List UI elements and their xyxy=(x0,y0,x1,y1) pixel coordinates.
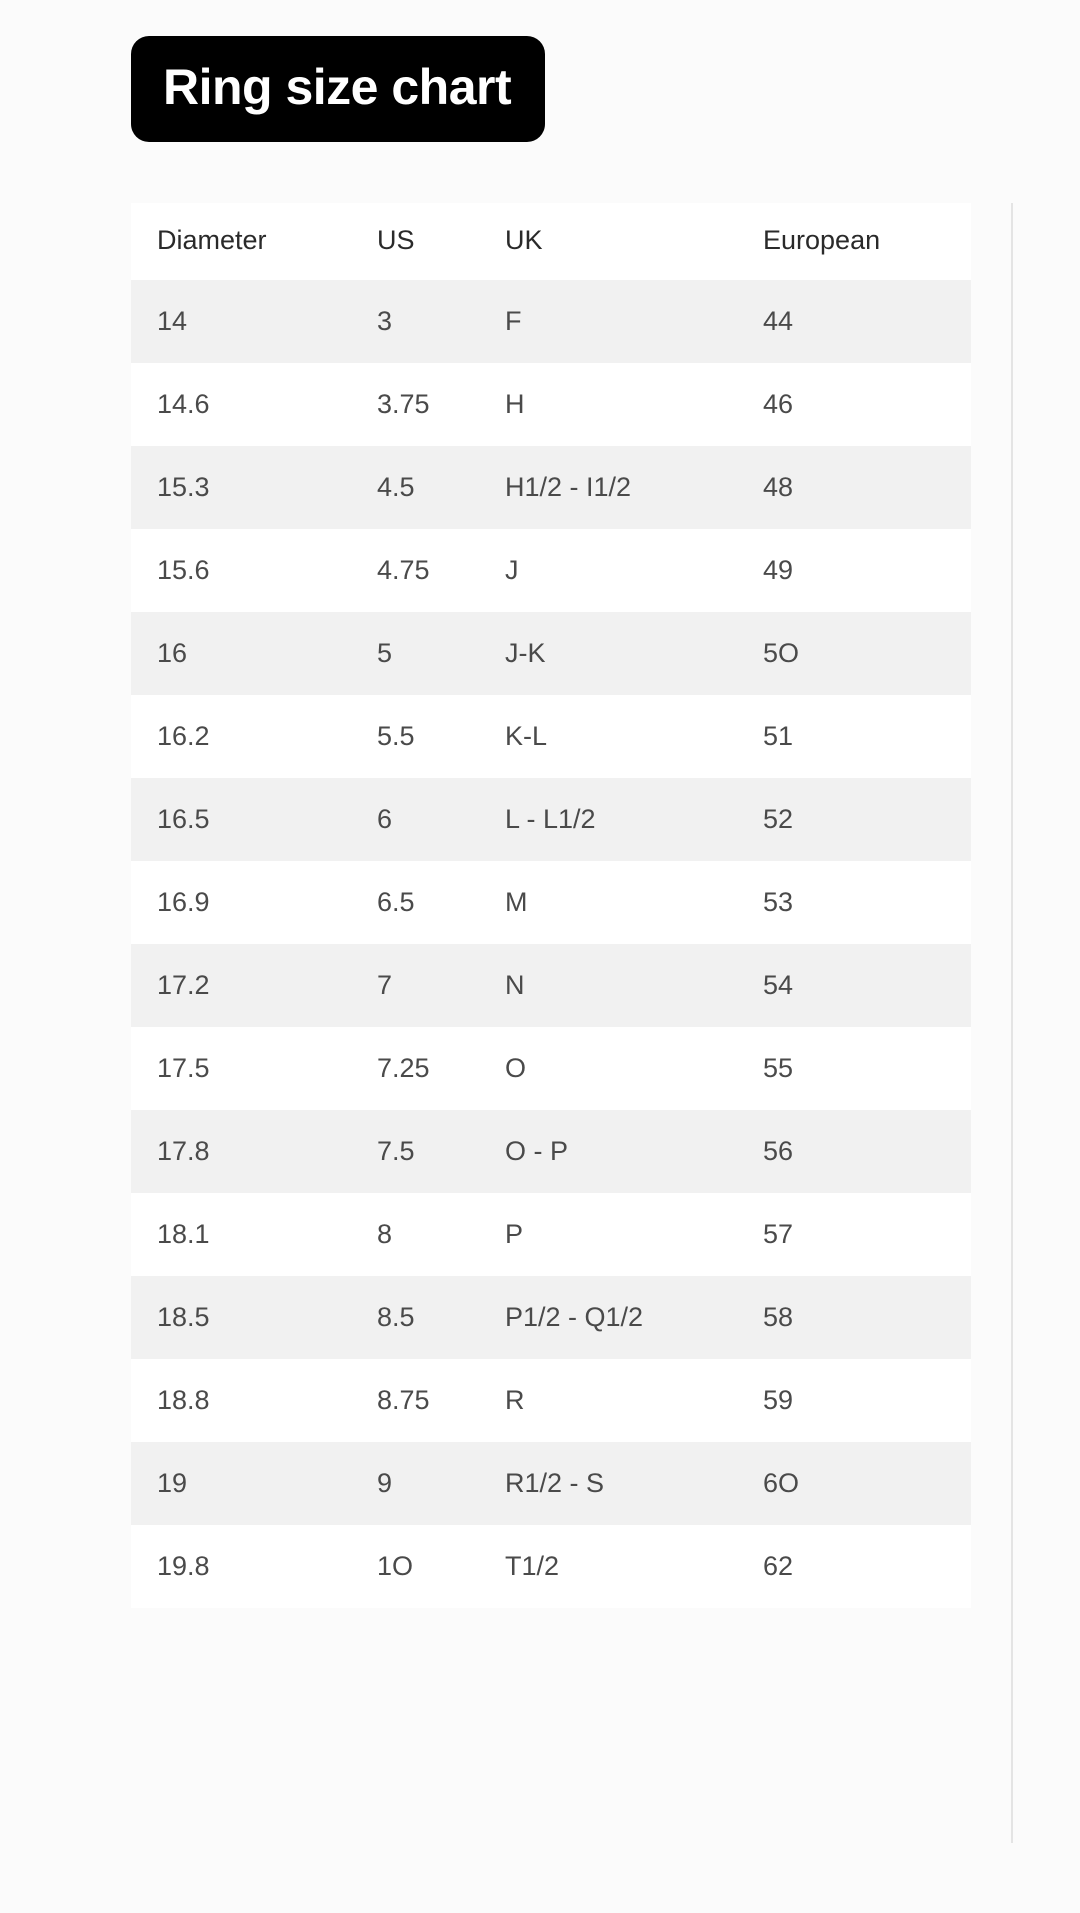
cell-diameter: 17.8 xyxy=(131,1110,351,1193)
cell-european: 59 xyxy=(737,1359,971,1442)
table-row xyxy=(131,612,971,695)
cell-diameter: 18.5 xyxy=(131,1276,351,1359)
cell-diameter: 18.8 xyxy=(131,1359,351,1442)
cell-uk: O - P xyxy=(479,1110,737,1193)
table-row xyxy=(131,529,971,612)
cell-diameter: 19.8 xyxy=(131,1525,351,1608)
cell-diameter: 14 xyxy=(131,280,351,363)
cell-european: 54 xyxy=(737,944,971,1027)
table-row xyxy=(131,1442,971,1525)
cell-diameter: 15.6 xyxy=(131,529,351,612)
table-row xyxy=(131,861,971,944)
cell-us: 8.75 xyxy=(351,1359,479,1442)
cell-us: 5.5 xyxy=(351,695,479,778)
column-header-uk: UK xyxy=(479,203,737,280)
table-row xyxy=(131,1525,971,1608)
cell-diameter: 16.9 xyxy=(131,861,351,944)
cell-us: 7 xyxy=(351,944,479,1027)
size-table-scroll-region[interactable] xyxy=(131,203,1011,1913)
cell-european: 62 xyxy=(737,1525,971,1608)
cell-us: 3.75 xyxy=(351,363,479,446)
cell-uk: O xyxy=(479,1027,737,1110)
cell-us: 1O xyxy=(351,1525,479,1608)
cell-european: 6O xyxy=(737,1442,971,1525)
cell-uk: L - L1/2 xyxy=(479,778,737,861)
cell-us: 3 xyxy=(351,280,479,363)
cell-uk: H1/2 - I1/2 xyxy=(479,446,737,529)
cell-european: 46 xyxy=(737,363,971,446)
column-header-european: European xyxy=(737,203,971,280)
cell-us: 4.75 xyxy=(351,529,479,612)
cell-uk: J-K xyxy=(479,612,737,695)
table-row xyxy=(131,1276,971,1359)
table-row xyxy=(131,446,971,529)
table-row xyxy=(131,280,971,363)
cell-us: 7.5 xyxy=(351,1110,479,1193)
cell-diameter: 16.5 xyxy=(131,778,351,861)
cell-diameter: 16 xyxy=(131,612,351,695)
cell-us: 8 xyxy=(351,1193,479,1276)
page-title-wrapper xyxy=(131,36,545,142)
table-row xyxy=(131,1359,971,1442)
cell-us: 6 xyxy=(351,778,479,861)
ring-size-table xyxy=(131,203,971,1608)
vertical-scrollbar[interactable] xyxy=(1011,203,1013,1843)
cell-us: 9 xyxy=(351,1442,479,1525)
table-row xyxy=(131,1193,971,1276)
cell-diameter: 17.5 xyxy=(131,1027,351,1110)
cell-uk: M xyxy=(479,861,737,944)
cell-diameter: 19 xyxy=(131,1442,351,1525)
table-row xyxy=(131,1027,971,1110)
table-body xyxy=(131,280,971,1608)
cell-european: 52 xyxy=(737,778,971,861)
cell-european: 49 xyxy=(737,529,971,612)
cell-uk: K-L xyxy=(479,695,737,778)
cell-uk: R xyxy=(479,1359,737,1442)
cell-european: 56 xyxy=(737,1110,971,1193)
cell-european: 48 xyxy=(737,446,971,529)
cell-european: 58 xyxy=(737,1276,971,1359)
table-header xyxy=(131,203,971,280)
cell-uk: N xyxy=(479,944,737,1027)
cell-us: 8.5 xyxy=(351,1276,479,1359)
cell-european: 55 xyxy=(737,1027,971,1110)
cell-european: 44 xyxy=(737,280,971,363)
cell-diameter: 16.2 xyxy=(131,695,351,778)
cell-uk: H xyxy=(479,363,737,446)
column-header-us: US xyxy=(351,203,479,280)
cell-us: 4.5 xyxy=(351,446,479,529)
cell-uk: P1/2 - Q1/2 xyxy=(479,1276,737,1359)
cell-uk: T1/2 xyxy=(479,1525,737,1608)
cell-us: 6.5 xyxy=(351,861,479,944)
cell-diameter: 17.2 xyxy=(131,944,351,1027)
cell-us: 5 xyxy=(351,612,479,695)
cell-uk: R1/2 - S xyxy=(479,1442,737,1525)
cell-european: 53 xyxy=(737,861,971,944)
cell-european: 57 xyxy=(737,1193,971,1276)
table-header-row xyxy=(131,203,971,280)
cell-uk: P xyxy=(479,1193,737,1276)
table-row xyxy=(131,778,971,861)
cell-uk: F xyxy=(479,280,737,363)
page-title: Ring size chart xyxy=(131,36,545,142)
table-row xyxy=(131,363,971,446)
cell-uk: J xyxy=(479,529,737,612)
column-header-diameter: Diameter xyxy=(131,203,351,280)
table-row xyxy=(131,944,971,1027)
cell-diameter: 14.6 xyxy=(131,363,351,446)
cell-diameter: 18.1 xyxy=(131,1193,351,1276)
cell-european: 5O xyxy=(737,612,971,695)
cell-us: 7.25 xyxy=(351,1027,479,1110)
table-row xyxy=(131,695,971,778)
cell-european: 51 xyxy=(737,695,971,778)
table-row xyxy=(131,1110,971,1193)
cell-diameter: 15.3 xyxy=(131,446,351,529)
